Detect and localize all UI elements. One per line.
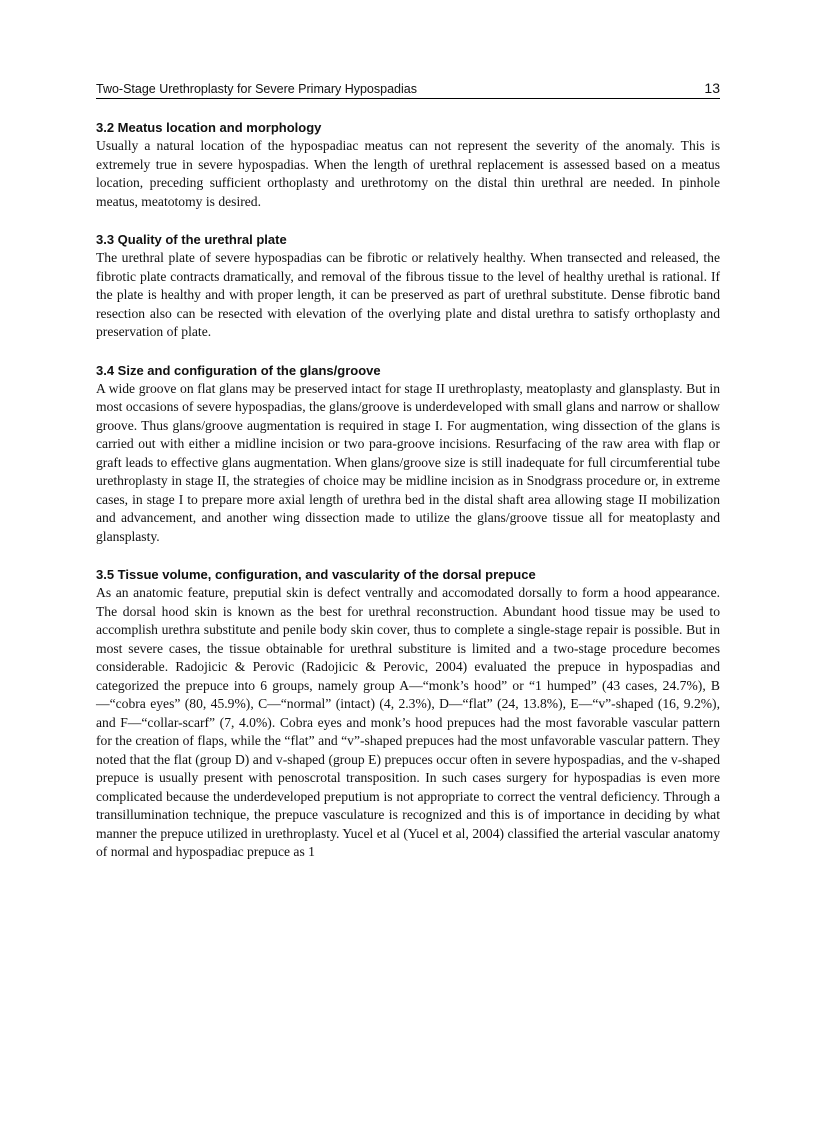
section-glans-groove (96, 362, 720, 547)
section-paragraph: A wide groove on flat glans may be preserved intact for stage II urethroplasty, meatoplasty and glansplasty. But in most occasions of severe hypospadias, the glans/groove is underdeveloped with small glans and narrow or shallow groove. Thus glans/groove augmentation is required in stage I. For augmentation, wing dissection of the glans is carried out with either a midline incision or two para-groove incisions. Resurfacing of the raw area with flap or graft leads to effective glans augmentation. When glans/groove size is still inadequate for full circumferential tube urethroplasty in stage II, the strategies of choice may be midline incision as in Snodgrass procedure or, in extreme cases, in stage I to prepare more axial length of urethra bed in the distal shaft area allowing stage II mobilization and advancement, and another wing dissection made to utilize the glans/groove tissue all for meatoplasty and glansplasty. (96, 380, 720, 544)
section-heading: 3.2 Meatus location and morphology (96, 120, 322, 135)
section-urethral-plate (96, 231, 720, 342)
main-content (96, 119, 720, 862)
section-paragraph: The urethral plate of severe hypospadias can be fibrotic or relatively healthy. When transected and released, the fibrotic plate contracts dramatically, and removal of the fibrous tissue to the level of healthy urethal is rational. If the plate is healthy and with proper length, it can be preserved as part of urethral substitute. Dense fibrotic band resection also can be resected with elevation of the overlying plate and distal urethra to satisfy orthoplasty and preservation of plate. (96, 250, 720, 339)
section-heading: 3.4 Size and configuration of the glans/groove (96, 362, 381, 378)
section-meatus-location (96, 119, 720, 211)
section-dorsal-prepuce (96, 566, 720, 862)
running-header (96, 78, 720, 99)
section-paragraph: As an anatomic feature, preputial skin is defect ventrally and accomodated dorsally to form a hood appearance. The dorsal hood skin is known as the best for urethral reconstruction. Abundant hood tissue may be used to accomplish urethra substitute and penile body skin cover, thus to complete a single-stage repair is possible. But in most severe cases, the tissue obtainable for urethral substiture is limited and a two-stage procedure becomes considerable. Radojicic & Perovic (Radojicic & Perovic, 2004) evaluated the prepuce in hypospadias and categorized the prepuce into 6 groups, namely group A—“monk’s hood” or “1 humped” (43 cases, 24.7%), B—“cobra eyes” (80, 45.9%), C—“normal” (intact) (4, 2.3%), D—“flat” (24, 13.8%), E—“v”-shaped (16, 9.2%), and F—“collar-scarf” (7, 4.0%). Cobra eyes and monk’s hood prepuces had the most favorable vascular pattern for the creation of flaps, while the “flat” and “v”-shaped prepuces had the most unfavorable vascular pattern. They noted that the flat (group D) and v-shaped (group E) prepuces occur often in severe hypospadias, and the v-shaped prepuce is usually present with penoscrotal transposition. In such cases surgery for hypospadias is even more complicated because the underdeveloped preputium is not appropriate to correct the ventral deficiency. Through a transillumination technique, the prepuce vasculature is recognized and this is of importance in deciding by what manner the prepuce utilized in urethroplasty. Yucel et al (Yucel et al, 2004) classified the arterial vascular anatomy of normal and hypospadiac prepuce as 1 (96, 585, 720, 859)
section-heading: 3.5 Tissue volume, configuration, and vascularity of the dorsal prepuce (96, 567, 536, 582)
page-number: 13 (704, 80, 720, 96)
section-heading: 3.3 Quality of the urethral plate (96, 232, 287, 247)
section-paragraph: Usually a natural location of the hypospadiac meatus can not represent the severity of the anomaly. This is extremely true in severe hypospadias. When the length of urethral replacement is assessed based on a meatus location, preceding sufficient orthoplasty and urethrotomy on the distal thin urethral are needed. In pinhole meatus, meatotomy is desired. (96, 138, 720, 209)
running-title: Two-Stage Urethroplasty for Severe Primary Hypospadias (96, 82, 417, 96)
page (96, 78, 720, 882)
